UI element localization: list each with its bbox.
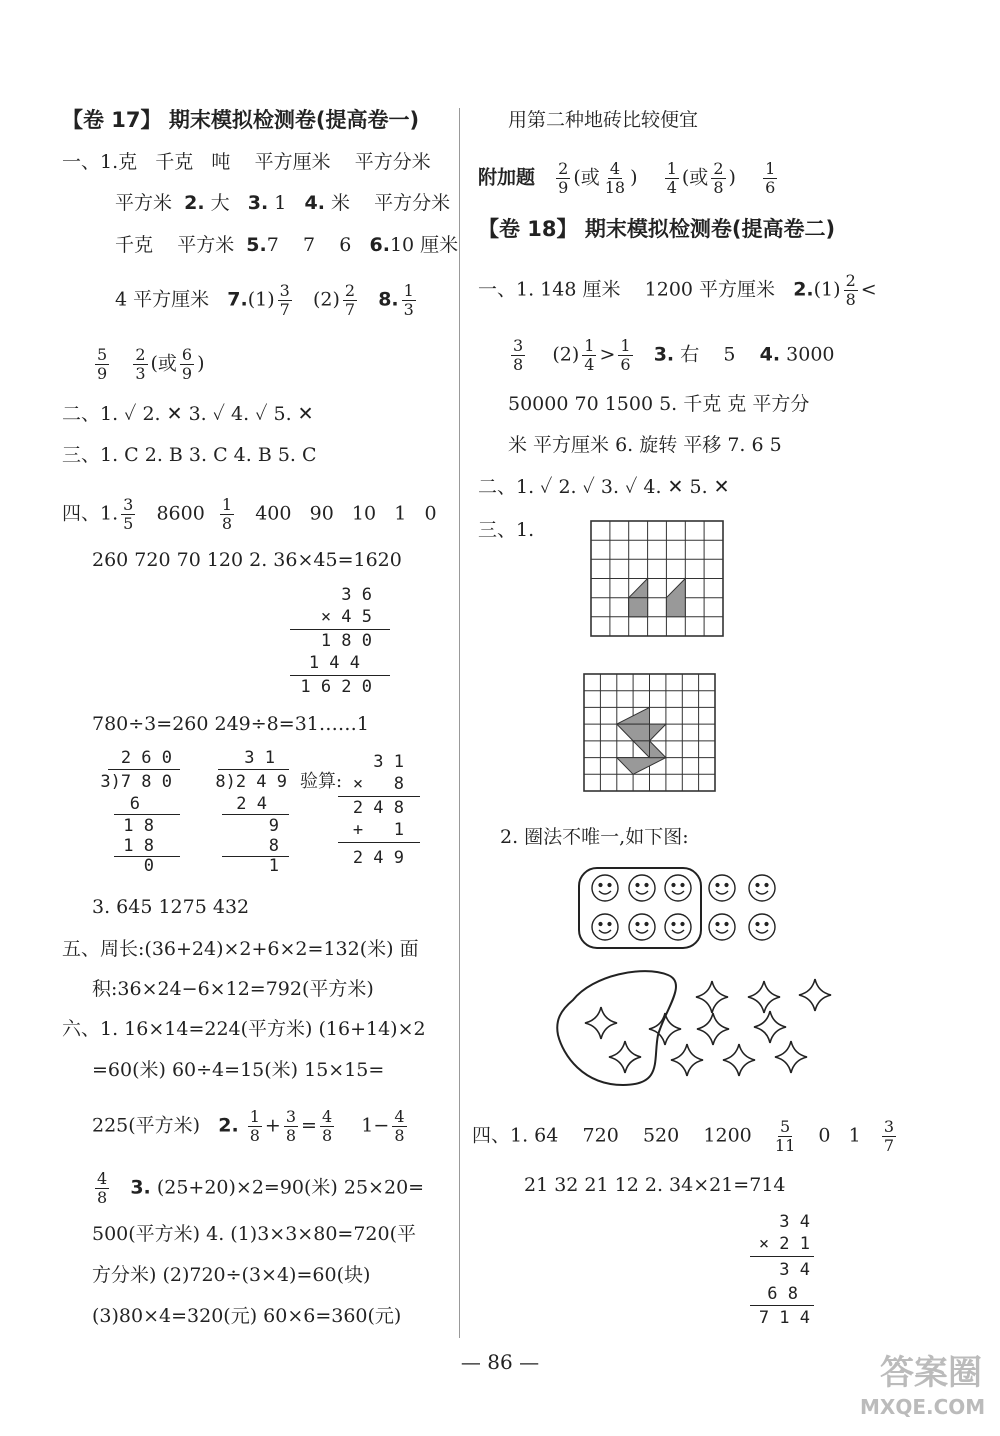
calc-rule bbox=[750, 1305, 814, 1306]
smiley-grouping-figure bbox=[575, 860, 785, 952]
denominator: 9 bbox=[181, 364, 193, 383]
right-q1-line2 bbox=[508, 337, 835, 374]
calc-row: 1 8 0 bbox=[320, 631, 372, 651]
denominator: 8 bbox=[221, 514, 233, 533]
text: 平方米 bbox=[177, 234, 235, 256]
q-num: 2. bbox=[218, 1114, 239, 1137]
numerator: 3 bbox=[123, 495, 134, 514]
column-divider bbox=[459, 108, 460, 1338]
calc-row: 6 8 bbox=[767, 1284, 798, 1304]
grid-figure-1 bbox=[590, 520, 726, 638]
text: 平方分米 bbox=[374, 192, 451, 214]
text: + bbox=[264, 1114, 281, 1137]
left-q1-line4 bbox=[115, 282, 419, 319]
fraction bbox=[556, 160, 570, 197]
q-num: 3. bbox=[247, 192, 269, 214]
fraction bbox=[402, 282, 416, 319]
text: 平方厘米 bbox=[254, 151, 331, 173]
numerator: 3 bbox=[883, 1117, 894, 1136]
calc-row: 8)2 4 9 bbox=[215, 772, 287, 792]
q-num: 2. bbox=[793, 278, 814, 301]
left-q1-line2 bbox=[115, 191, 450, 215]
fraction bbox=[95, 346, 109, 383]
vertical-multiplication bbox=[290, 585, 390, 700]
text: (2) bbox=[312, 288, 340, 311]
calc-rule bbox=[218, 769, 289, 770]
denominator: 18 bbox=[604, 178, 626, 197]
calc-row: 1 6 2 0 bbox=[300, 677, 372, 697]
fraction bbox=[603, 160, 627, 197]
numerator: 3 bbox=[285, 1107, 297, 1126]
text: 520 bbox=[642, 1124, 680, 1147]
fraction bbox=[220, 496, 234, 533]
text: 四、1. bbox=[62, 502, 119, 525]
fraction bbox=[582, 337, 596, 374]
denominator: 3 bbox=[135, 364, 146, 383]
calc-row: × 4 5 bbox=[320, 607, 372, 627]
numerator: 2 bbox=[344, 281, 356, 300]
left-q1-line1 bbox=[62, 150, 431, 174]
q-num: 7. bbox=[227, 288, 248, 311]
text: < bbox=[860, 278, 877, 301]
left-part4-line2: 260 720 70 120 2. 36×45=1620 bbox=[92, 549, 402, 571]
left-part5-line1: 五、周长:(36+24)×2+6×2=132(米) 面 bbox=[62, 938, 419, 960]
denominator: 7 bbox=[279, 300, 290, 319]
numerator: 2 bbox=[135, 345, 146, 364]
text: 右 bbox=[680, 343, 700, 366]
numerator: 4 bbox=[321, 1107, 333, 1126]
left-part5-line2: 积:36×24−6×12=792(平方米) bbox=[92, 978, 374, 1000]
text: = bbox=[301, 1114, 317, 1137]
star-grouping-figure bbox=[553, 965, 843, 1090]
calc-row: 3 4 bbox=[779, 1260, 810, 1280]
q-num: 4. bbox=[759, 343, 781, 366]
right-q1-line3: 50000 70 1500 5. 千克 克 平方分 bbox=[508, 393, 810, 415]
text: 大 bbox=[210, 192, 230, 214]
denominator: 9 bbox=[97, 364, 108, 383]
left-part6-line5: 500(平方米) 4. (1)3×3×80=720(平 bbox=[92, 1223, 417, 1245]
numerator: 5 bbox=[779, 1117, 791, 1136]
calc-row: 6 bbox=[129, 794, 140, 814]
denominator: 5 bbox=[123, 514, 134, 533]
right-part4-line2: 21 32 21 12 2. 34×21=714 bbox=[524, 1174, 786, 1196]
bonus-question bbox=[478, 160, 780, 197]
bonus-label: 附加题 bbox=[478, 166, 536, 189]
numerator: 3 bbox=[279, 281, 290, 300]
check-calculation bbox=[338, 752, 420, 877]
fraction bbox=[392, 1108, 406, 1145]
text: 千克 bbox=[155, 151, 194, 173]
text: 3000 bbox=[786, 343, 835, 366]
calc-row: 2 4 bbox=[236, 794, 267, 814]
fraction bbox=[95, 1170, 109, 1207]
long-division-1 bbox=[88, 748, 188, 878]
denominator: 9 bbox=[558, 178, 569, 197]
right-part3-label: 三、1. bbox=[478, 519, 535, 541]
left-q1-line3 bbox=[115, 233, 458, 257]
denominator: 8 bbox=[97, 1188, 108, 1207]
long-division-2 bbox=[200, 748, 295, 878]
text: 4 平方厘米 bbox=[115, 288, 210, 311]
denominator: 6 bbox=[765, 178, 776, 197]
fraction bbox=[320, 1108, 334, 1145]
left-section-title: 【卷 17】 期末模拟检测卷(提高卷一) bbox=[62, 108, 420, 132]
text: (25+20)×2=90(米) 25×20= bbox=[156, 1176, 425, 1199]
q-num: 4. bbox=[304, 192, 325, 214]
text: 0 bbox=[818, 1124, 831, 1147]
calc-row: 9 bbox=[268, 816, 279, 836]
text: 225(平方米) bbox=[92, 1114, 201, 1137]
numerator: 1 bbox=[249, 1107, 260, 1126]
numerator: 1 bbox=[403, 281, 414, 300]
numerator: 3 bbox=[513, 336, 524, 355]
left-part4-line1 bbox=[62, 496, 437, 533]
fraction bbox=[711, 160, 725, 197]
numerator: 2 bbox=[845, 271, 856, 290]
text: 吨 bbox=[211, 151, 231, 173]
text: 1− bbox=[361, 1114, 390, 1137]
denominator: 7 bbox=[344, 300, 356, 319]
calc-row: 2 4 9 bbox=[352, 848, 404, 868]
text: ) bbox=[197, 352, 205, 375]
text: 7 bbox=[303, 234, 316, 256]
text: (或 bbox=[573, 166, 600, 189]
right-part2: 二、1. ✓ 2. ✓ 3. ✓ 4. ✕ 5. ✕ bbox=[478, 476, 730, 498]
calc-rule bbox=[750, 1256, 814, 1257]
numerator: 2 bbox=[558, 159, 569, 178]
calc-row: 3 6 bbox=[341, 585, 372, 605]
text: 千克 bbox=[115, 234, 154, 256]
text: 720 bbox=[582, 1124, 619, 1147]
denominator: 4 bbox=[584, 355, 595, 374]
text: ) bbox=[728, 166, 736, 189]
denominator: 3 bbox=[403, 300, 414, 319]
fraction bbox=[773, 1118, 797, 1155]
calc-row: 1 8 bbox=[123, 836, 154, 856]
text: (或 bbox=[150, 352, 177, 375]
left-part6-line4 bbox=[92, 1170, 424, 1207]
text: 一、1. 148 厘米 bbox=[478, 278, 621, 301]
fraction bbox=[665, 160, 679, 197]
fraction bbox=[248, 1108, 262, 1145]
right-q1-line4: 米 平方厘米 6. 旋转 平移 7. 6 5 bbox=[508, 434, 782, 456]
left-part6-line6: 方分米) (2)720÷(3×4)=60(块) bbox=[92, 1264, 371, 1286]
text: 7 bbox=[266, 234, 279, 256]
fraction bbox=[343, 282, 357, 319]
left-part2: 二、1. ✓ 2. ✕ 3. ✓ 4. ✓ 5. ✕ bbox=[62, 403, 314, 425]
q-num: 2. bbox=[184, 192, 205, 214]
fraction bbox=[180, 346, 194, 383]
fraction bbox=[618, 337, 632, 374]
vertical-multiplication-2 bbox=[750, 1212, 814, 1330]
numerator: 1 bbox=[221, 495, 233, 514]
numerator: 4 bbox=[609, 159, 621, 178]
text: 10 厘米 bbox=[389, 234, 459, 256]
denominator: 7 bbox=[883, 1136, 894, 1155]
text: 6 bbox=[339, 234, 352, 256]
denominator: 8 bbox=[713, 178, 724, 197]
text: 四、1. 64 bbox=[472, 1124, 559, 1147]
text: 10 bbox=[351, 502, 377, 525]
right-section-title: 【卷 18】 期末模拟检测卷(提高卷二) bbox=[478, 217, 836, 241]
numerator: 1 bbox=[765, 159, 776, 178]
right-part4-line1 bbox=[472, 1118, 899, 1155]
calc-row: 8 bbox=[268, 836, 279, 856]
fraction bbox=[763, 160, 777, 197]
text: 1 bbox=[394, 502, 407, 525]
left-part6-line2: =60(米) 60÷4=15(米) 15×15= bbox=[92, 1059, 385, 1081]
numerator: 6 bbox=[181, 345, 193, 364]
calc-row: 7 1 4 bbox=[758, 1308, 810, 1328]
text: 1 bbox=[274, 192, 287, 214]
grid-figure-2 bbox=[583, 673, 718, 793]
q-num: 3. bbox=[130, 1176, 151, 1199]
q-num: 8. bbox=[378, 288, 399, 311]
left-part6-line1: 六、1. 16×14=224(平方米) (16+14)×2 bbox=[62, 1018, 426, 1040]
division-equations: 780÷3=260 249÷8=31……1 bbox=[92, 713, 369, 735]
text: 0 bbox=[424, 502, 437, 525]
left-q3-answer: 3. 645 1275 432 bbox=[92, 896, 250, 918]
fraction bbox=[121, 496, 135, 533]
text: 400 bbox=[255, 502, 292, 525]
calc-row: 3)7 8 0 bbox=[100, 772, 172, 792]
left-part6-line7: (3)80×4=320(元) 60×6=360(元) bbox=[92, 1305, 402, 1327]
numerator: 4 bbox=[97, 1169, 108, 1188]
fraction bbox=[882, 1118, 896, 1155]
text: ) bbox=[630, 166, 638, 189]
page-number: — 86 — bbox=[460, 1350, 540, 1374]
calc-row: 1 4 4 bbox=[308, 653, 360, 673]
text: (1) bbox=[813, 278, 841, 301]
text: (2) bbox=[552, 343, 580, 366]
left-part6-line3 bbox=[92, 1108, 410, 1145]
numerator: 1 bbox=[584, 336, 595, 355]
calc-row: × 8 bbox=[352, 774, 404, 794]
fraction bbox=[133, 346, 147, 383]
text: 5 bbox=[723, 343, 736, 366]
text: 平方分米 bbox=[354, 151, 431, 173]
fraction bbox=[284, 1108, 298, 1145]
denominator: 11 bbox=[774, 1136, 796, 1155]
fraction bbox=[511, 337, 525, 374]
left-q1-line5 bbox=[92, 346, 205, 383]
text: 90 bbox=[309, 502, 334, 525]
text: 1 bbox=[848, 1124, 861, 1147]
text: 1200 平方厘米 bbox=[644, 278, 776, 301]
calc-row: 1 8 bbox=[123, 816, 154, 836]
smiley-faces bbox=[592, 875, 775, 940]
right-q2-note: 2. 圈法不唯一,如下图: bbox=[500, 826, 689, 848]
denominator: 8 bbox=[845, 290, 856, 309]
calc-row: 3 4 bbox=[779, 1212, 810, 1232]
q-num: 5. bbox=[246, 234, 267, 256]
calc-row: 2 6 0 bbox=[120, 748, 172, 768]
denominator: 4 bbox=[666, 178, 677, 197]
watermark-url: MXQE.COM bbox=[860, 1395, 986, 1419]
text: (1) bbox=[247, 288, 275, 311]
fraction bbox=[844, 272, 858, 309]
calc-row: 2 4 8 bbox=[352, 798, 404, 818]
numerator: 5 bbox=[97, 345, 108, 364]
q-num: 6. bbox=[369, 234, 390, 256]
fraction bbox=[278, 282, 292, 319]
numerator: 1 bbox=[666, 159, 677, 178]
numerator: 2 bbox=[713, 159, 724, 178]
calc-rule bbox=[108, 769, 180, 770]
numerator: 4 bbox=[394, 1107, 405, 1126]
stars bbox=[585, 979, 831, 1076]
text: > bbox=[599, 343, 616, 366]
text: 8600 bbox=[156, 502, 205, 525]
text: (或 bbox=[681, 166, 709, 189]
denominator: 6 bbox=[620, 355, 631, 374]
calc-row: + 1 bbox=[352, 820, 404, 840]
calc-row: 0 bbox=[143, 856, 154, 876]
check-label: 验算: bbox=[300, 771, 343, 792]
calc-rule bbox=[338, 842, 420, 843]
calc-row: 3 1 bbox=[373, 752, 404, 772]
text: 1200 bbox=[703, 1124, 752, 1147]
q-num: 3. bbox=[653, 343, 675, 366]
calc-row: 1 bbox=[268, 856, 279, 876]
denominator: 8 bbox=[394, 1126, 405, 1145]
text: 米 bbox=[330, 192, 350, 214]
text: 一、1.克 bbox=[62, 151, 138, 173]
calc-row: × 2 1 bbox=[758, 1234, 810, 1254]
denominator: 8 bbox=[513, 355, 524, 374]
right-q1-line1 bbox=[478, 272, 877, 309]
denominator: 8 bbox=[249, 1126, 260, 1145]
right-cont-line: 用第二种地砖比较便宜 bbox=[508, 109, 699, 131]
denominator: 8 bbox=[321, 1126, 333, 1145]
text: 平方米 bbox=[115, 192, 173, 214]
left-part3: 三、1. C 2. B 3. C 4. B 5. C bbox=[62, 444, 317, 466]
numerator: 1 bbox=[620, 336, 631, 355]
calc-row: 3 1 bbox=[244, 748, 275, 768]
watermark-logo: 答案圈 bbox=[880, 1353, 982, 1393]
denominator: 8 bbox=[285, 1126, 297, 1145]
